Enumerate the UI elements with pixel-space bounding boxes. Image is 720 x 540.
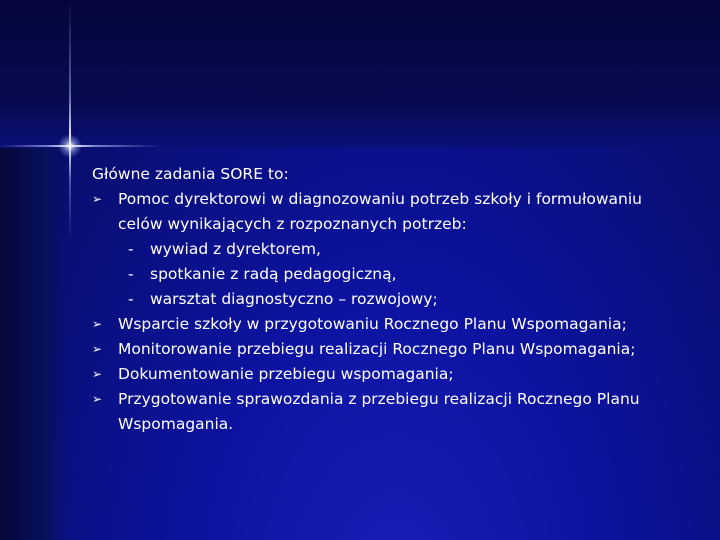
sub-item <box>92 287 692 312</box>
list-item <box>92 187 692 212</box>
dash-bullet: - <box>128 240 134 258</box>
item-text: Wsparcie szkoły w przygotowaniu Rocznego Planu Wspomagania; <box>118 315 627 333</box>
dash-bullet: - <box>128 290 134 308</box>
item-text: Pomoc dyrektorowi w diagnozowaniu potrzeb szkoły i formułowaniu <box>118 190 642 208</box>
arrow-bullet-icon: ➢ <box>92 367 103 381</box>
slide-content <box>92 162 692 437</box>
sub-item-text: warsztat diagnostyczno – rozwojowy; <box>150 290 438 308</box>
item-text-continued: celów wynikających z rozpoznanych potrzeb: <box>118 215 467 233</box>
top-band <box>0 0 720 148</box>
heading: Główne zadania SORE to: <box>92 165 289 183</box>
sub-item <box>92 262 692 287</box>
star-flare-icon <box>58 134 82 158</box>
star-flare-vertical <box>69 0 71 240</box>
list-item <box>92 312 692 337</box>
item-text: Przygotowanie sprawozdania z przebiegu realizacji Rocznego Planu <box>118 390 640 408</box>
item-text: Dokumentowanie przebiegu wspomagania; <box>118 365 454 383</box>
arrow-bullet-icon: ➢ <box>92 342 103 356</box>
item-text-continued: Wspomagania. <box>118 415 234 433</box>
sub-item <box>92 237 692 262</box>
list-item <box>92 337 692 362</box>
item-text: Monitorowanie przebiegu realizacji Rocznego Planu Wspomagania; <box>118 340 636 358</box>
sub-item-text: wywiad z dyrektorem, <box>150 240 321 258</box>
dash-bullet: - <box>128 265 134 283</box>
left-shade <box>0 148 68 540</box>
list-item <box>92 362 692 387</box>
arrow-bullet-icon: ➢ <box>92 192 103 206</box>
arrow-bullet-icon: ➢ <box>92 317 103 331</box>
list-item <box>92 387 692 412</box>
arrow-bullet-icon: ➢ <box>92 392 103 406</box>
sub-item-text: spotkanie z radą pedagogiczną, <box>150 265 397 283</box>
